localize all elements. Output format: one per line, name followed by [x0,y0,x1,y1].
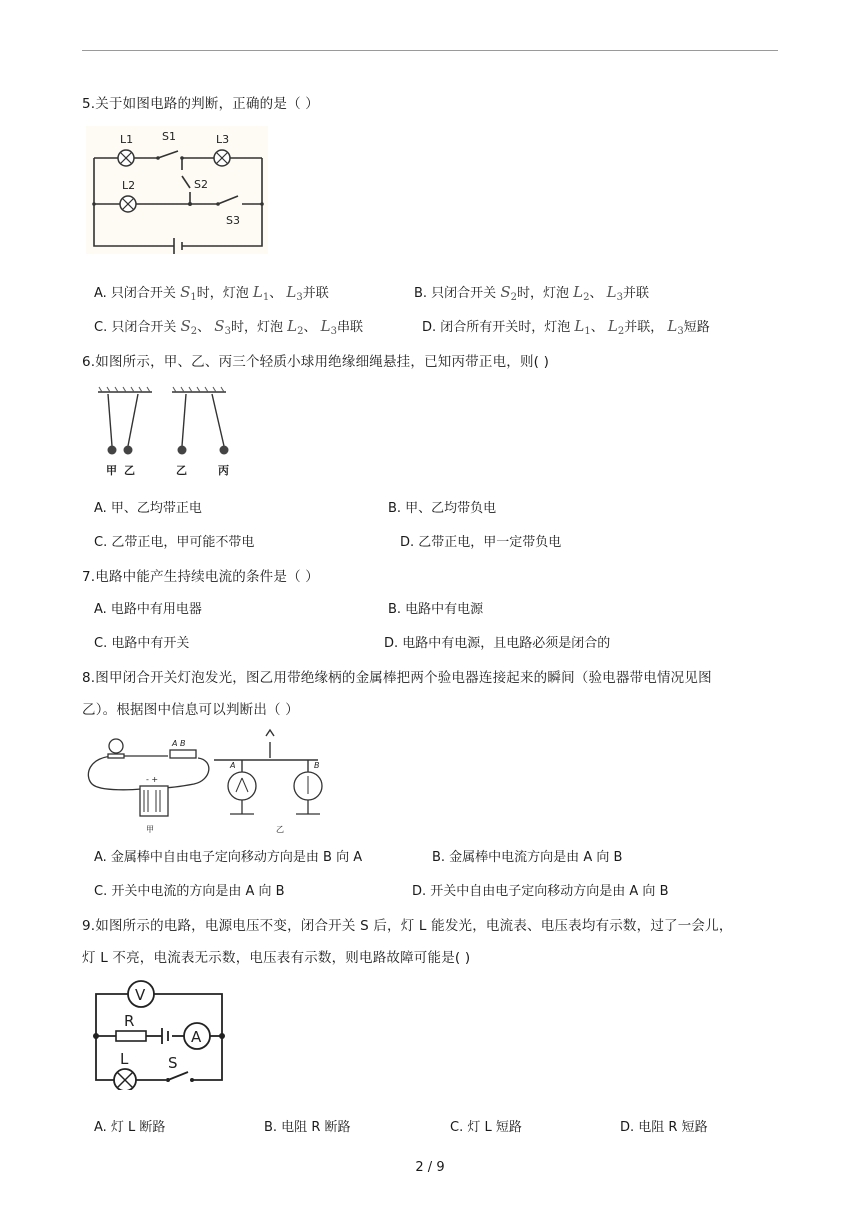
q5-label-s3: S3 [226,214,240,227]
opt-text: B. 只闭合开关 [414,286,497,301]
lamp-symbol [667,317,683,335]
question-5-option-b[interactable] [414,282,649,303]
question-7-option-c[interactable]: C. 电路中有开关 [94,636,190,651]
q9-label-v: V [135,986,146,1004]
q8-label-switch-ab: A B [172,739,186,748]
question-9-stem-line-1: 9.如图所示的电路，电源电压不变，闭合开关 S 后，灯 L 能发光，电流表、电压表均有示数，过了一会儿， [82,918,733,934]
opt-text: D. 闭合所有开关时，灯泡 [422,320,571,335]
switch-symbol [500,283,517,301]
question-9-circuit-figure [88,978,238,1090]
switch-symbol [214,317,231,335]
opt-text: 、 [303,320,317,335]
q9-label-r: R [124,1012,135,1030]
opt-text: 并联 [622,286,649,301]
sym-sub: 2 [510,292,517,303]
question-8-option-a[interactable]: A. 金属棒中自由电子定向移动方向是由 B 向 A [94,850,363,865]
page-number: 2 / 9 [415,1160,445,1175]
sym: L [286,283,297,301]
switch-symbol [180,283,197,301]
question-5-circuit-figure [86,126,268,254]
opt-text: 、 [590,320,604,335]
question-9-option-a[interactable]: A. 灯 L 断路 [94,1120,166,1135]
question-5-option-a[interactable] [94,282,329,303]
question-7-stem: 7.电路中能产生持续电流的条件是（ ） [82,569,319,585]
lamp-symbol [286,283,302,301]
lamp-symbol [574,317,590,335]
switch-symbol [180,317,197,335]
question-9-option-b[interactable]: B. 电阻 R 断路 [264,1120,351,1135]
question-8-option-d[interactable]: D. 开关中自由电子定向移动方向是由 A 向 B [412,884,669,899]
sym-sub: 2 [190,326,198,337]
opt-text: 串联 [336,320,363,335]
sym-sub: 2 [583,292,590,303]
opt-text: C. 只闭合开关 [94,320,177,335]
question-6-stem: 6.如图所示，甲、乙、丙三个轻质小球用绝缘细绳悬挂，已知丙带正电，则( ) [82,354,550,370]
sym-sub: 3 [224,326,231,337]
sym-sub: 2 [297,326,304,337]
q6-label-yi-right: 乙 [176,464,187,477]
opt-text: A. 只闭合开关 [94,286,176,301]
q5-label-l1: L1 [120,133,134,146]
sym-sub: 3 [296,292,303,303]
lamp-symbol [253,283,269,301]
lamp-symbol [608,317,624,335]
question-6-option-b[interactable]: B. 甲、乙均带负电 [388,501,497,516]
question-9-option-d[interactable]: D. 电阻 R 短路 [620,1120,708,1135]
question-5-stem: 5.关于如图电路的判断，正确的是（ ） [82,96,319,112]
opt-text: 短路 [683,320,710,335]
question-6-option-a[interactable]: A. 甲、乙均带正电 [94,501,202,516]
sym-sub: 1 [190,292,197,303]
lamp-symbol [287,317,303,335]
sym: L [252,283,263,301]
question-6-pendulum-figure [90,384,240,480]
svg-text:- +: - + [146,775,159,784]
sym: S [214,317,225,335]
sym: S [180,317,191,335]
sym: L [667,317,678,335]
q5-label-s2: S2 [194,178,208,191]
q8-label-jia: 甲 [146,825,154,834]
question-7-option-a[interactable]: A. 电路中有用电器 [94,602,202,617]
sym: L [287,317,298,335]
sym-sub: 3 [330,326,337,337]
question-7-option-b[interactable]: B. 电路中有电源 [388,602,484,617]
question-7-option-d[interactable]: D. 电路中有电源，且电路必须是闭合的 [384,636,611,651]
question-8-option-c[interactable]: C. 开关中电流的方向是由 A 向 B [94,884,285,899]
q8-label-b: B [314,761,320,770]
q9-label-s: S [168,1054,178,1072]
opt-text: 时，灯泡 [230,320,283,335]
sym-sub: 1 [584,326,591,337]
question-6-option-c[interactable]: C. 乙带正电，甲可能不带电 [94,535,255,550]
opt-text: 、 [589,286,603,301]
sym: S [180,283,191,301]
sym: L [573,283,584,301]
question-9-option-c[interactable]: C. 灯 L 短路 [450,1120,522,1135]
q5-label-s1: S1 [162,130,176,143]
lamp-symbol [321,317,337,335]
lamp-symbol [573,283,589,301]
opt-text: 时，灯泡 [196,286,249,301]
q5-label-l2: L2 [122,179,136,192]
q9-label-l: L [120,1050,129,1068]
sym-sub: 2 [617,326,625,337]
opt-text: 时，灯泡 [516,286,569,301]
question-5-option-c[interactable] [94,316,363,337]
q6-label-yi-left: 乙 [124,464,135,477]
question-8-stem-line-2: 乙）。根据图中信息可以判断出（ ） [82,702,299,718]
sym: L [607,317,618,335]
sym: S [500,283,511,301]
question-8-stem-line-1: 8.图甲闭合开关灯泡发光，图乙用带绝缘柄的金属棒把两个验电器连接起来的瞬间（验电器带电情况见图 [82,670,712,686]
sym: L [574,317,585,335]
q6-label-jia: 甲 [106,464,117,477]
q6-label-bing: 丙 [218,464,229,477]
opt-text: 、 [269,286,283,301]
q8-label-yi: 乙 [276,825,284,834]
sym-sub: 3 [616,292,623,303]
sym: L [606,283,617,301]
question-9-stem-line-2: 灯 L 不亮，电流表无示数，电压表有示数，则电路故障可能是( ) [82,950,471,966]
q9-label-a: A [191,1028,202,1046]
question-5-option-d[interactable] [422,316,710,337]
question-8-option-b[interactable]: B. 金属棒中电流方向是由 A 向 B [432,850,623,865]
opt-text: 并联 [302,286,329,301]
opt-text: 、 [197,320,211,335]
q8-label-a: A [230,761,236,770]
question-6-option-d[interactable]: D. 乙带正电，甲一定带负电 [400,535,562,550]
question-8-figure [82,728,332,836]
header-rule [82,50,778,51]
sym: L [320,317,331,335]
sym-sub: 3 [677,326,684,337]
sym-sub: 1 [262,292,270,303]
lamp-symbol [607,283,623,301]
opt-text: 并联， [624,320,664,335]
q5-label-l3: L3 [216,133,230,146]
